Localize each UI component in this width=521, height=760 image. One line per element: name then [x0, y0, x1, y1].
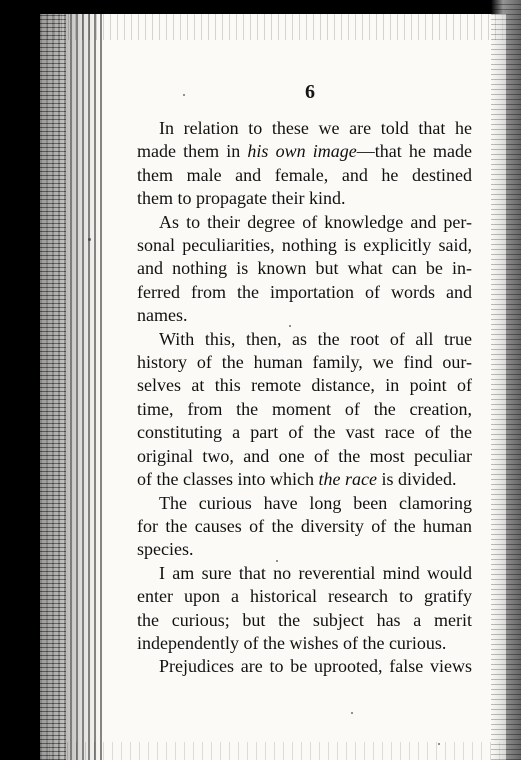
- text-line: constituting a part of the vast race of the: [137, 422, 472, 443]
- text-line: ferred from the importation of words and: [137, 281, 472, 302]
- page-number: 6: [305, 81, 315, 103]
- text-line: In relation to these we are told that he: [159, 118, 472, 138]
- text-line: the curious; but the subject has a merit: [137, 609, 472, 630]
- scan-speck: [276, 560, 278, 562]
- scan-speck: [438, 743, 440, 745]
- text-line: I am sure that no reverential mind would: [159, 562, 472, 583]
- paragraph-3: [137, 328, 472, 492]
- body-text: [137, 117, 472, 679]
- paragraph-4: [137, 492, 472, 562]
- bottom-edge-noise: [40, 742, 506, 760]
- text-line: As to their degree of knowledge and per-: [159, 211, 472, 232]
- top-edge-noise: [40, 14, 506, 40]
- text-line: of the classes into which the race is divided.: [137, 469, 457, 490]
- text-line: history of the human family, we find our-: [137, 352, 472, 373]
- binding-edge: [40, 14, 66, 760]
- text-line: original two, and one of the most peculiar: [137, 445, 472, 466]
- paragraph-1: [137, 117, 472, 211]
- paragraph-5: [137, 562, 472, 656]
- text-line: them male and female, and he destined: [137, 164, 472, 185]
- text-line: selves at this remote distance, in point of: [137, 375, 472, 396]
- text-line: made them in his own image—that he made: [137, 141, 472, 162]
- italic-phrase: the race: [318, 469, 377, 490]
- text-line: time, from the moment of the creation,: [137, 398, 472, 419]
- text-line: names.: [137, 305, 188, 326]
- text-line: and nothing is known but what can be in-: [137, 258, 472, 279]
- italic-phrase: his own image: [247, 141, 357, 162]
- text-line: species.: [137, 539, 194, 560]
- text-line: With this, then, as the root of all true: [159, 328, 472, 349]
- text-line: independently of the wishes of the curious.: [137, 632, 447, 653]
- scan-speck: [289, 325, 291, 327]
- right-edge-noise: [491, 0, 521, 760]
- paragraph-2: [137, 211, 472, 328]
- text-line: sonal peculiarities, nothing is explicitly said,: [137, 235, 472, 256]
- text-line: enter upon a historical research to gratify: [137, 586, 472, 607]
- text-line: them to propagate their kind.: [137, 188, 346, 209]
- scan-speck: [183, 94, 185, 96]
- text-line: The curious have long been clamoring: [159, 492, 472, 513]
- scan-speck: [88, 238, 91, 241]
- scan-speck: [351, 712, 353, 714]
- paragraph-6: [137, 655, 472, 678]
- text-line: Prejudices are to be uprooted, false views: [159, 656, 472, 677]
- text-line: for the causes of the diversity of the human: [137, 515, 472, 536]
